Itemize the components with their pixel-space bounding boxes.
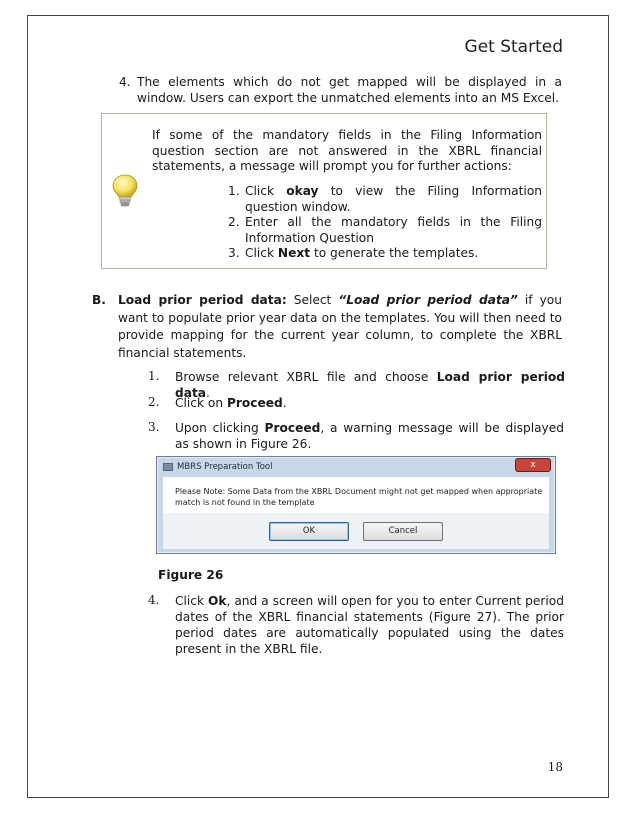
item4-number: 4. (119, 75, 131, 89)
app-icon (163, 463, 173, 471)
close-button[interactable]: x (515, 458, 551, 472)
step-text-bold: Proceed (264, 421, 321, 435)
note-intro: If some of the mandatory fields in the Filing Information question section are not answered in the XBRL financial statements, a message will prompt you for further actions: (152, 128, 542, 173)
step-text-plain: Upon clicking (175, 421, 265, 435)
step-number: 2. (148, 395, 160, 409)
note-item (228, 184, 542, 215)
dialog-body (163, 477, 549, 513)
note-item-text: Enter all the mandatory fields in the Filing Information Question (245, 215, 542, 245)
step-text-plain: . (282, 396, 287, 410)
dialog-message: Please Note: Some Data from the XBRL Document might not get mapped when appropriate match is not found in the template (175, 487, 543, 507)
dialog-title: MBRS Preparation Tool (177, 462, 273, 472)
note-item-number: 2. (228, 215, 240, 229)
section-b-paragraph (118, 292, 562, 362)
note-item-bold: okay (286, 184, 319, 198)
note-item (228, 246, 542, 262)
note-item-text: to view the Filing Information question window. (245, 184, 542, 214)
step-number: 1. (148, 369, 160, 383)
note-box (101, 113, 547, 269)
section-b-quote: “Load prior period data” (338, 293, 518, 307)
lightbulb-icon (112, 174, 138, 208)
step-text-plain: , a warning message will be displayed as shown in Figure 26. (175, 421, 564, 451)
ok-button[interactable]: OK (269, 522, 349, 541)
step-number: 3. (148, 420, 160, 434)
item4-text: The elements which do not get mapped will be displayed in a window. Users can export the unmatched elements into an MS Excel. (137, 75, 562, 105)
note-item (228, 215, 542, 246)
note-item-number: 1. (228, 184, 240, 198)
step-text-plain: , and a screen will open for you to enter Current period dates of the XBRL financial statements (Figure 27). The prior period dates are automatically populated using the dates present in the XBRL file. (175, 594, 564, 656)
step-text-bold: Load prior period data (175, 370, 565, 400)
page-header-title: Get Started (464, 37, 563, 57)
note-item-bold: Next (277, 246, 311, 260)
step-text-plain: . (206, 386, 210, 400)
step-text-plain: Click on (175, 396, 227, 410)
step-text-plain: Click (175, 594, 209, 608)
section-b-heading: Load prior period data: (118, 293, 287, 307)
step-text (175, 395, 565, 411)
note-item-text: Click (245, 184, 287, 198)
warning-dialog (156, 456, 556, 554)
figure-caption: Figure 26 (158, 568, 224, 582)
dialog-footer (163, 513, 549, 549)
step-text-bold: Proceed (226, 396, 283, 410)
step-number: 4. (148, 593, 160, 607)
step-text-bold: Ok (208, 594, 227, 608)
note-list (228, 184, 542, 262)
section-b-text: if you want to populate prior year data on the templates. You will then need to provide mapping for the current year column, to complete the XBRL financial statements. (118, 293, 562, 360)
note-item-text: to generate the templates. (310, 246, 479, 260)
note-item-number: 3. (228, 246, 240, 260)
step-text (175, 420, 564, 452)
page-number: 18 (547, 760, 563, 774)
section-b-letter: B. (92, 293, 106, 307)
section-b-text: Select (286, 293, 339, 307)
step-text-plain: Browse relevant XBRL file and choose (175, 370, 437, 384)
note-item-text: Click (245, 246, 278, 260)
cancel-button[interactable]: Cancel (363, 522, 443, 541)
step-text (175, 593, 564, 657)
